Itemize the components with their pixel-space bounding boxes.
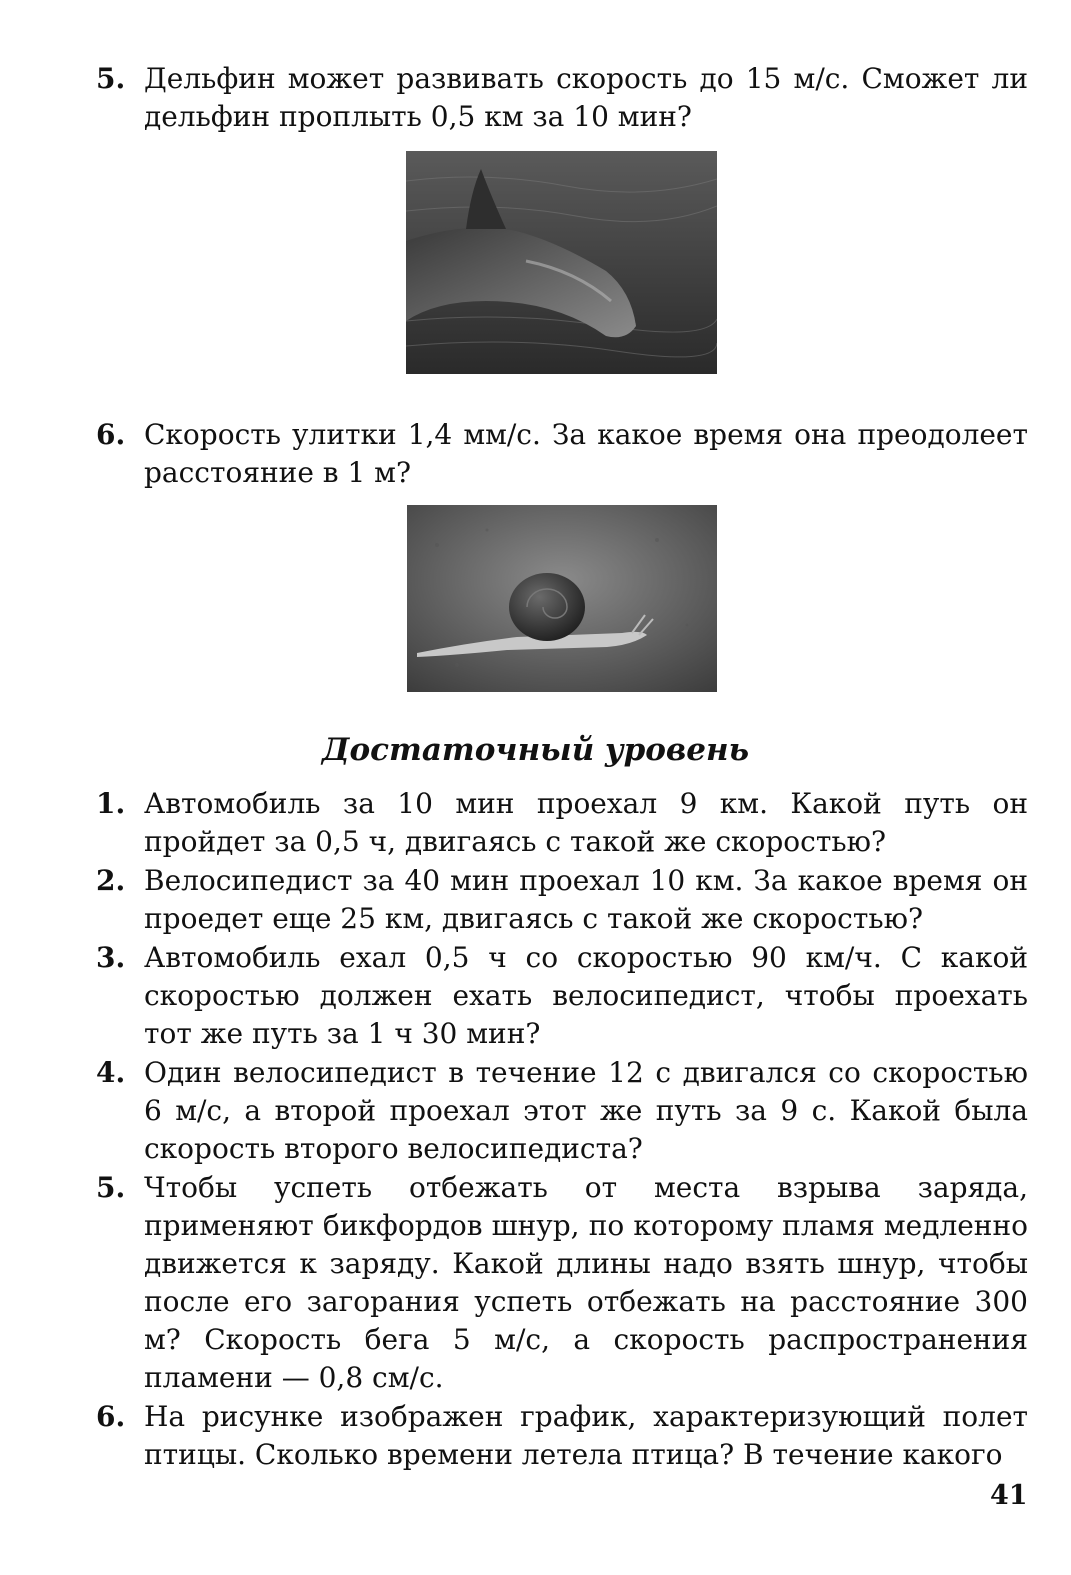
problem-number: 6. [96, 418, 126, 451]
snail-photo [407, 505, 717, 692]
problem-text: Дельфин может развивать скорость до 15 м/с. Сможет ли дельфин проплыть 0,5 км за 10 мин? [144, 62, 1028, 133]
problem-dolphin [96, 60, 1028, 136]
problem-text: Автомобиль ехал 0,5 ч со скоростью 90 км/ч. С какой скоростью должен ехать велосипедист, чтобы проехать тот же путь за 1 ч 30 мин? [144, 941, 1028, 1050]
problem-text: Скорость улитки 1,4 мм/с. За какое время она преодолеет расстояние в 1 м? [144, 418, 1028, 489]
problem-text: Велосипедист за 40 мин проехал 10 км. За какое время он проедет еще 25 км, двигаясь с такой же скоростью? [144, 864, 1028, 935]
problem-number: 2. [96, 864, 126, 897]
problem-2 [96, 862, 1028, 938]
problem-number: 4. [96, 1056, 126, 1089]
problem-text: Чтобы успеть отбежать от места взрыва заряда, применяют бикфордов шнур, по которому пламя медленно движется к заряду. Какой длины надо взять шнур, чтобы после его загорания успеть отбежать на расстояние 300 м? Скорость бега 5 м/с, а скорость распространения пламени — 0,8 см/с. [144, 1171, 1028, 1394]
dolphin-photo [406, 151, 717, 374]
problem-number: 6. [96, 1400, 126, 1433]
problem-text: Один велосипедист в течение 12 с двигался со скоростью 6 м/с, а второй проехал этот же путь за 9 с. Какой была скорость второго велосипедиста? [144, 1056, 1028, 1165]
problem-1 [96, 785, 1028, 861]
problem-snail [96, 416, 1028, 492]
problem-number: 1. [96, 787, 126, 820]
problem-5 [96, 1169, 1028, 1397]
problem-number: 3. [96, 941, 126, 974]
problem-number: 5. [96, 62, 126, 95]
problem-text: На рисунке изображен график, характеризующий полет птицы. Сколько времени летела птица? В течение какого [144, 1400, 1028, 1471]
problem-text: Автомобиль за 10 мин проехал 9 км. Какой путь он пройдет за 0,5 ч, двигаясь с такой же скоростью? [144, 787, 1028, 858]
problem-number: 5. [96, 1171, 126, 1204]
problem-6 [96, 1398, 1028, 1474]
problem-3 [96, 939, 1028, 1053]
page-number: 41 [990, 1480, 1028, 1511]
problem-4 [96, 1054, 1028, 1168]
snail-shell [509, 573, 585, 641]
section-heading: Достаточный уровень [321, 732, 750, 768]
